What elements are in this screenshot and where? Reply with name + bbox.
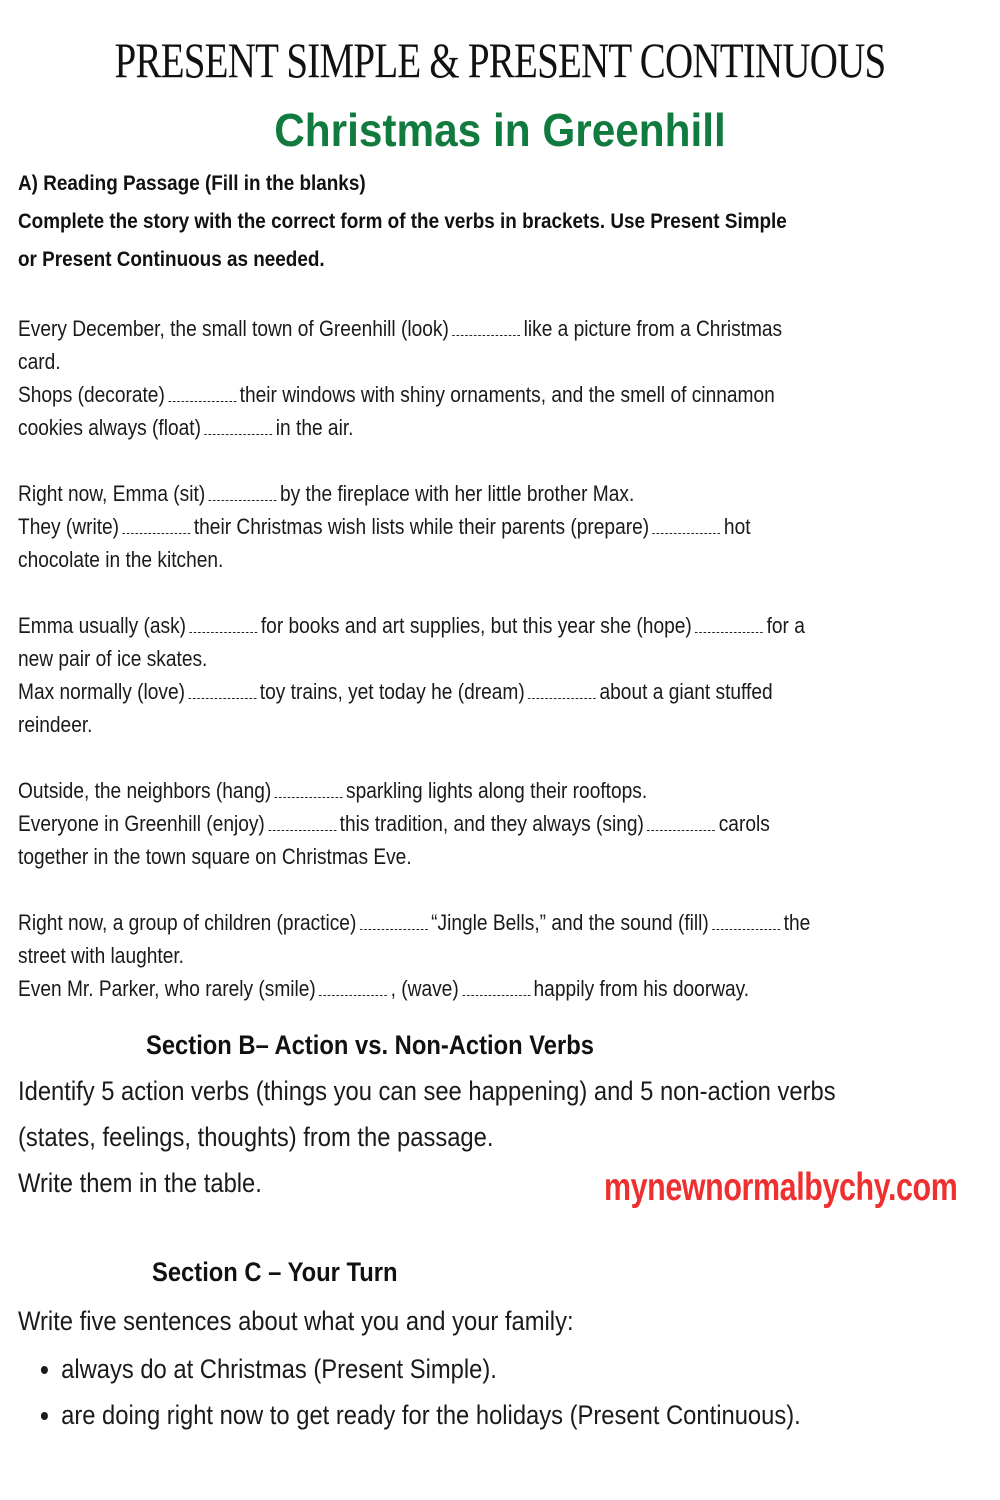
passage-text: chocolate in the kitchen. (18, 547, 224, 572)
passage-line (18, 345, 958, 378)
passage-line (18, 774, 958, 807)
passage-text: They (write) (18, 514, 120, 539)
blank-fill[interactable] (712, 911, 780, 930)
passage-text: Every December, the small town of Greenhill (look) (18, 316, 449, 341)
passage-text: this tradition, and they always (sing) (339, 811, 644, 836)
section-a-instruction-line2: or Present Continuous as needed. (18, 248, 325, 271)
passage-text: hot (723, 514, 751, 539)
blank-decorate[interactable] (168, 383, 236, 402)
passage-text: reindeer. (18, 712, 93, 737)
section-b-line3: Write them in the table. (18, 1168, 262, 1198)
section-c-intro: Write five sentences about what you and your family: (18, 1306, 574, 1336)
passage-text: happily from his doorway. (533, 976, 750, 1001)
blank-sit[interactable] (209, 482, 277, 501)
passage-text: , (wave) (390, 976, 459, 1001)
passage-line (18, 675, 958, 708)
section-b-heading: Section B– Action vs. Non-Action Verbs (146, 1030, 595, 1060)
passage-paragraph-4 (18, 774, 958, 873)
passage-text: card. (18, 349, 61, 374)
bullet-item: • always do at Christmas (Present Simple). (61, 1346, 801, 1392)
passage-line (18, 972, 958, 1005)
passage-paragraph-2 (18, 477, 958, 576)
passage-text: in the air. (275, 415, 354, 440)
passage-text: the (783, 910, 811, 935)
passage-text: Max normally (love) (18, 679, 185, 704)
passage-text: Right now, a group of children (practice) (18, 910, 357, 935)
section-a-heading: A) Reading Passage (Fill in the blanks) (18, 172, 366, 195)
blank-practice[interactable] (360, 911, 428, 930)
passage-line (18, 807, 958, 840)
passage-text: carols (718, 811, 770, 836)
passage-line (18, 378, 958, 411)
section-c-bullet-list (40, 1346, 801, 1438)
blank-float[interactable] (204, 416, 272, 435)
passage-text: for books and art supplies, but this year she (hope) (260, 613, 692, 638)
passage-text: Right now, Emma (sit) (18, 481, 206, 506)
section-b-line1: Identify 5 action verbs (things you can see happening) and 5 non-action verbs (18, 1076, 836, 1106)
section-c-heading: Section C – Your Turn (152, 1257, 398, 1287)
passage-line (18, 906, 958, 939)
passage-text: street with laughter. (18, 943, 184, 968)
blank-hope[interactable] (695, 614, 763, 633)
passage-text: their windows with shiny ornaments, and the smell of cinnamon (239, 382, 775, 407)
page-title: PRESENT SIMPLE & PRESENT CONTINUOUS (114, 32, 886, 88)
blank-prepare[interactable] (653, 515, 721, 534)
passage-text: toy trains, yet today he (dream) (259, 679, 525, 704)
blank-sing[interactable] (647, 812, 715, 831)
bullet-item: • are doing right now to get ready for the holidays (Present Continuous). (61, 1392, 801, 1438)
passage-line (18, 510, 958, 543)
blank-love[interactable] (188, 680, 256, 699)
passage-line (18, 939, 958, 972)
passage-text: “Jingle Bells,” and the sound (fill) (431, 910, 709, 935)
blank-look[interactable] (452, 317, 520, 336)
passage-text: new pair of ice skates. (18, 646, 208, 671)
passage-line (18, 477, 958, 510)
passage-paragraph-3 (18, 609, 958, 741)
passage-line (18, 840, 958, 873)
blank-dream[interactable] (528, 680, 596, 699)
blank-hang[interactable] (275, 779, 343, 798)
passage-text: like a picture from a Christmas (523, 316, 783, 341)
passage-text: for a (766, 613, 805, 638)
passage-text: cookies always (float) (18, 415, 201, 440)
passage-line (18, 312, 958, 345)
passage-text: Shops (decorate) (18, 382, 165, 407)
worksheet-subtitle: Christmas in Greenhill (274, 104, 726, 156)
blank-smile[interactable] (319, 977, 387, 996)
passage-line (18, 609, 958, 642)
section-b-line2: (states, feelings, thoughts) from the passage. (18, 1122, 494, 1152)
blank-enjoy[interactable] (268, 812, 336, 831)
passage-text: by the fireplace with her little brother Max. (280, 481, 635, 506)
passage-line (18, 411, 958, 444)
passage-text: their Christmas wish lists while their parents (prepare) (193, 514, 650, 539)
website-watermark: mynewnormalbychy.com (604, 1166, 958, 1209)
passage-paragraph-1 (18, 312, 958, 444)
passage-line (18, 708, 958, 741)
passage-text: Everyone in Greenhill (enjoy) (18, 811, 265, 836)
passage-text: together in the town square on Christmas Eve. (18, 844, 412, 869)
passage-paragraph-5 (18, 906, 958, 1005)
section-a-instruction-line1: Complete the story with the correct form of the verbs in brackets. Use Present Simple (18, 210, 787, 233)
passage-text: Emma usually (ask) (18, 613, 187, 638)
passage-text: Even Mr. Parker, who rarely (smile) (18, 976, 316, 1001)
passage-line (18, 642, 958, 675)
blank-ask[interactable] (190, 614, 258, 633)
passage-line (18, 543, 958, 576)
passage-text: Outside, the neighbors (hang) (18, 778, 272, 803)
blank-wave[interactable] (462, 977, 530, 996)
blank-write[interactable] (123, 515, 191, 534)
passage-text: about a giant stuffed (599, 679, 773, 704)
passage-text: sparkling lights along their rooftops. (346, 778, 648, 803)
